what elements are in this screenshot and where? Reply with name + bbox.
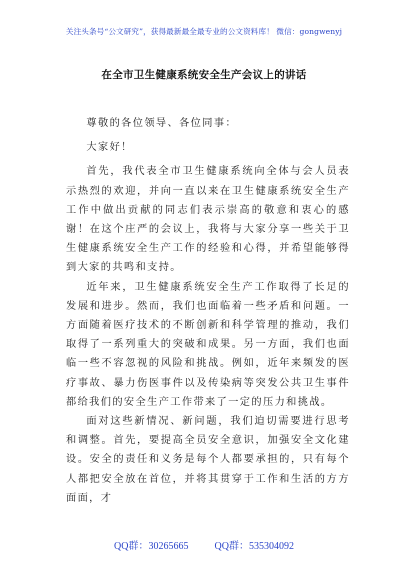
body-paragraph: 面对这些新情况、新问题，我们迫切需要进行思考和调整。首先，要提高全员安全意识，加强安全文化建设。安全的责任和义务是每个人都要承担的，只有每个人都把安全放在首位，并将其贯穿于工作和生活的方方面面，才	[66, 416, 350, 504]
body-paragraph: 近年来，卫生健康系统安全生产工作取得了长足的发展和进步。然而，我们也面临着一些矛盾和问题。一方面随着医疗技术的不断创新和科学管理的推动，我们取得了一系列重大的突破和成果。另一方面，我们也面临一些不容忽视的风险和挑战。例如，近年来频发的医疗事故、暴力伤医事件以及传染病等突发公共卫生事件都给我们的安全生产工作带来了一定的压力和挑战。	[66, 281, 350, 408]
document-title: 在全市卫生健康系统安全生产会议上的讲话	[101, 69, 307, 81]
header-banner: 关注头条号“公文研究”，获得最新最全最专业的公文资料库！ 微信：gongwenyj	[65, 27, 343, 36]
document-body	[66, 114, 350, 508]
qq-group-1: QQ群：30265665	[114, 541, 189, 552]
salutation: 尊敬的各位领导、各位同事：	[86, 118, 238, 129]
footer-contact	[0, 537, 408, 552]
body-paragraph: 首先，我代表全市卫生健康系统向全体与会人员表示热烈的欢迎，并向一直以来在卫生健康系统安全生产工作中做出贡献的同志们表示崇高的敬意和衷心的感谢！在这个庄严的会议上，我将与大家分享一些关于卫生健康系统安全生产工作的经验和心得，并希望能够得到大家的共鸣和支持。	[66, 166, 350, 274]
greeting: 大家好！	[86, 142, 133, 154]
qq-group-2: QQ群：535304092	[214, 541, 294, 552]
